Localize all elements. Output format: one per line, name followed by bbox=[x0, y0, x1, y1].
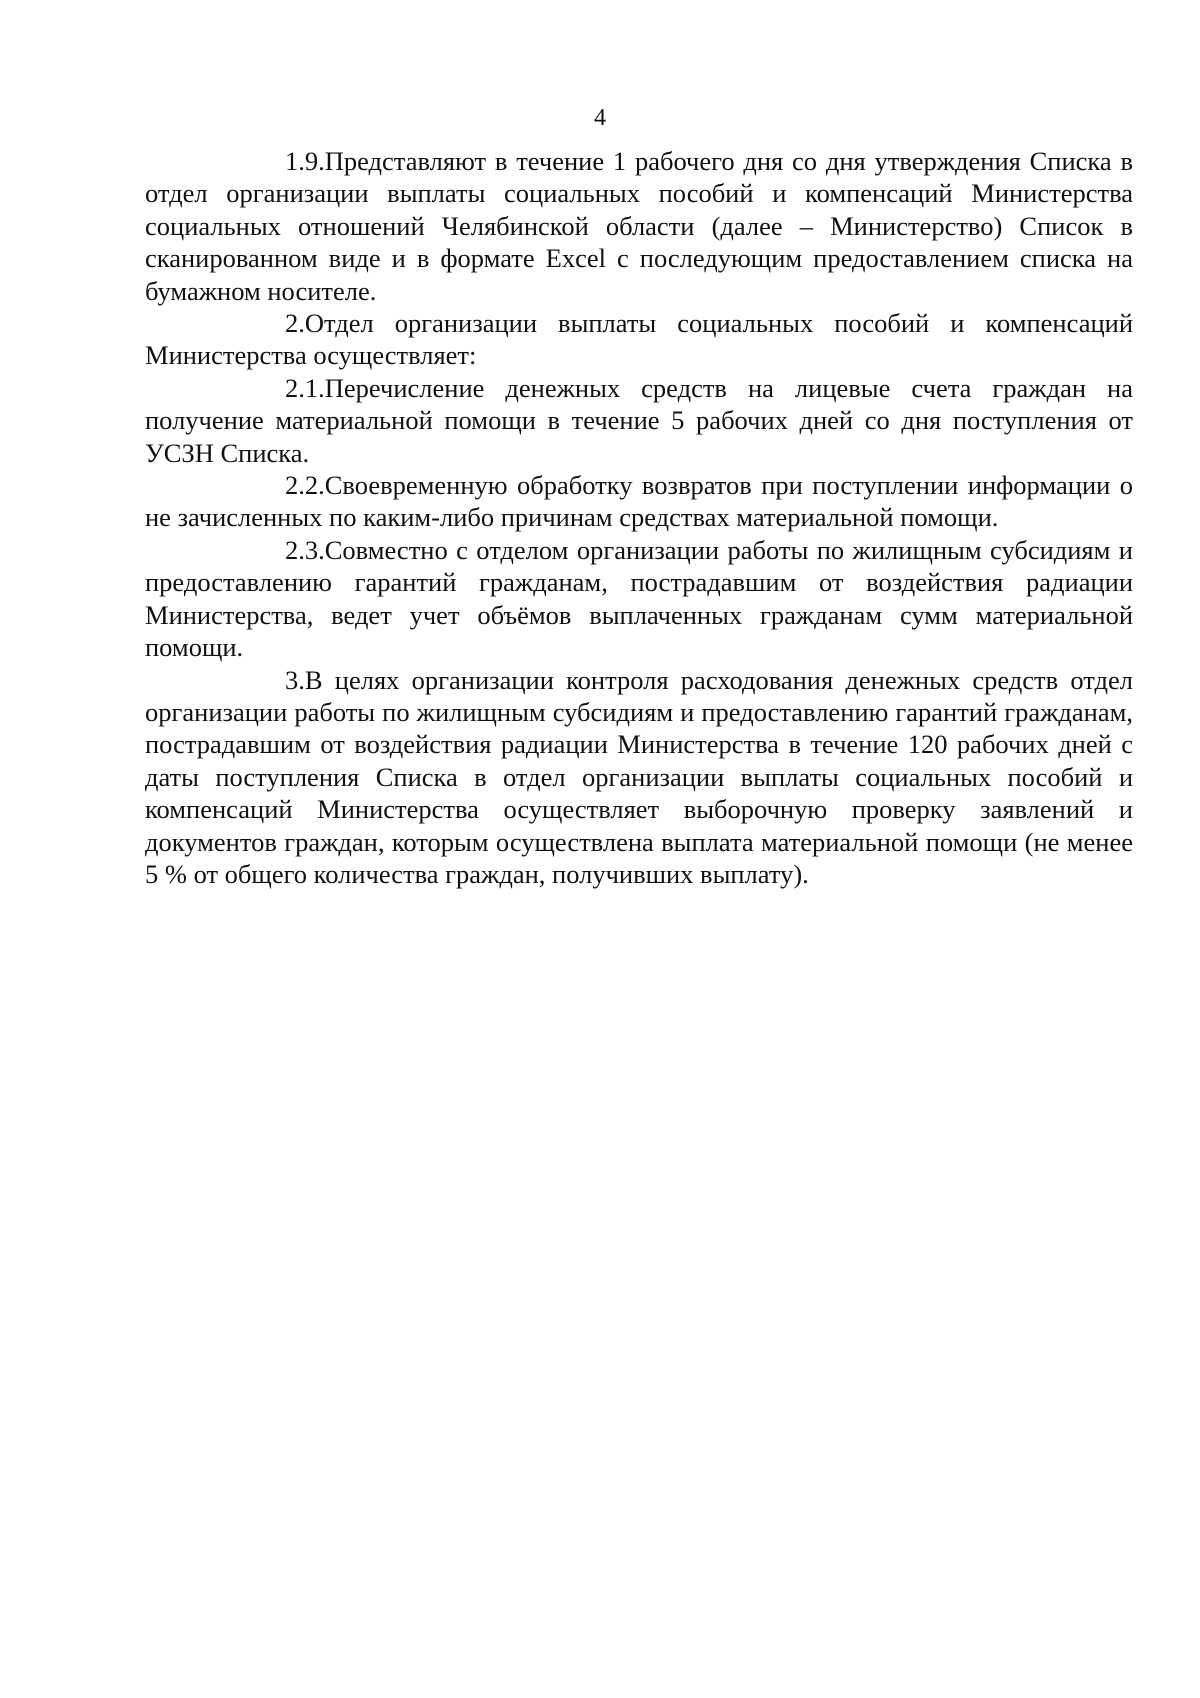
paragraph-number: 2. bbox=[285, 308, 305, 339]
paragraph-text: Совместно с отделом организации работы по жилищным субсидиям и предоставлению гарантий гражданам, пострадавшим от воздействия радиации Министерства, ведет учет объёмов выплаченных гражданам сумм материальной помощи. bbox=[145, 534, 1133, 663]
paragraph-number: 3. bbox=[285, 664, 305, 695]
paragraph-text: В целях организации контроля расходования денежных средств отдел организации работы по жилищным субсидиям и предоставлению гарантий гражданам, пострадавшим от воздействия радиации Министерства в течение 120 рабочих дней с даты поступления Списка в отдел организации выплаты социальных пособий и компенсаций Министерства осуществляет выборочную проверку заявлений и документов граждан, которым осуществлена выплата материальной помощи (не менее 5 % от общего количества граждан, получивших выплату). bbox=[145, 664, 1133, 889]
paragraph-number: 2.1. bbox=[285, 372, 325, 403]
document-body bbox=[145, 145, 1133, 890]
paragraph-number: 2.3. bbox=[285, 534, 325, 565]
paragraph-2-1 bbox=[145, 372, 1133, 469]
paragraph-text: Своевременную обработку возвратов при поступлении информации о не зачисленных по каким-либо причинам средствах материальной помощи. bbox=[145, 470, 1133, 533]
paragraph-text: Перечисление денежных средств на лицевые счета граждан на получение материальной помощи в течение 5 рабочих дней со дня поступления от УСЗН Списка. bbox=[145, 372, 1133, 468]
paragraph-2-3 bbox=[145, 534, 1133, 664]
paragraph-text: Представляют в течение 1 рабочего дня со дня утверждения Списка в отдел организации выплаты социальных пособий и компенсаций Министерства социальных отношений Челябинской области (далее – Министерство) Список в сканированном виде и в формате Excel с последующим предоставлением списка на бумажном носителе. bbox=[145, 146, 1133, 306]
page-number: 4 bbox=[594, 105, 606, 131]
paragraph-2 bbox=[145, 307, 1133, 372]
paragraph-1-9 bbox=[145, 145, 1133, 307]
paragraph-number: 1.9. bbox=[285, 146, 325, 176]
paragraph-number: 2.2. bbox=[285, 470, 325, 501]
paragraph-2-2 bbox=[145, 469, 1133, 534]
paragraph-3 bbox=[145, 664, 1133, 891]
paragraph-text: Отдел организации выплаты социальных пособий и компенсаций Министерства осуществляет: bbox=[145, 308, 1133, 371]
